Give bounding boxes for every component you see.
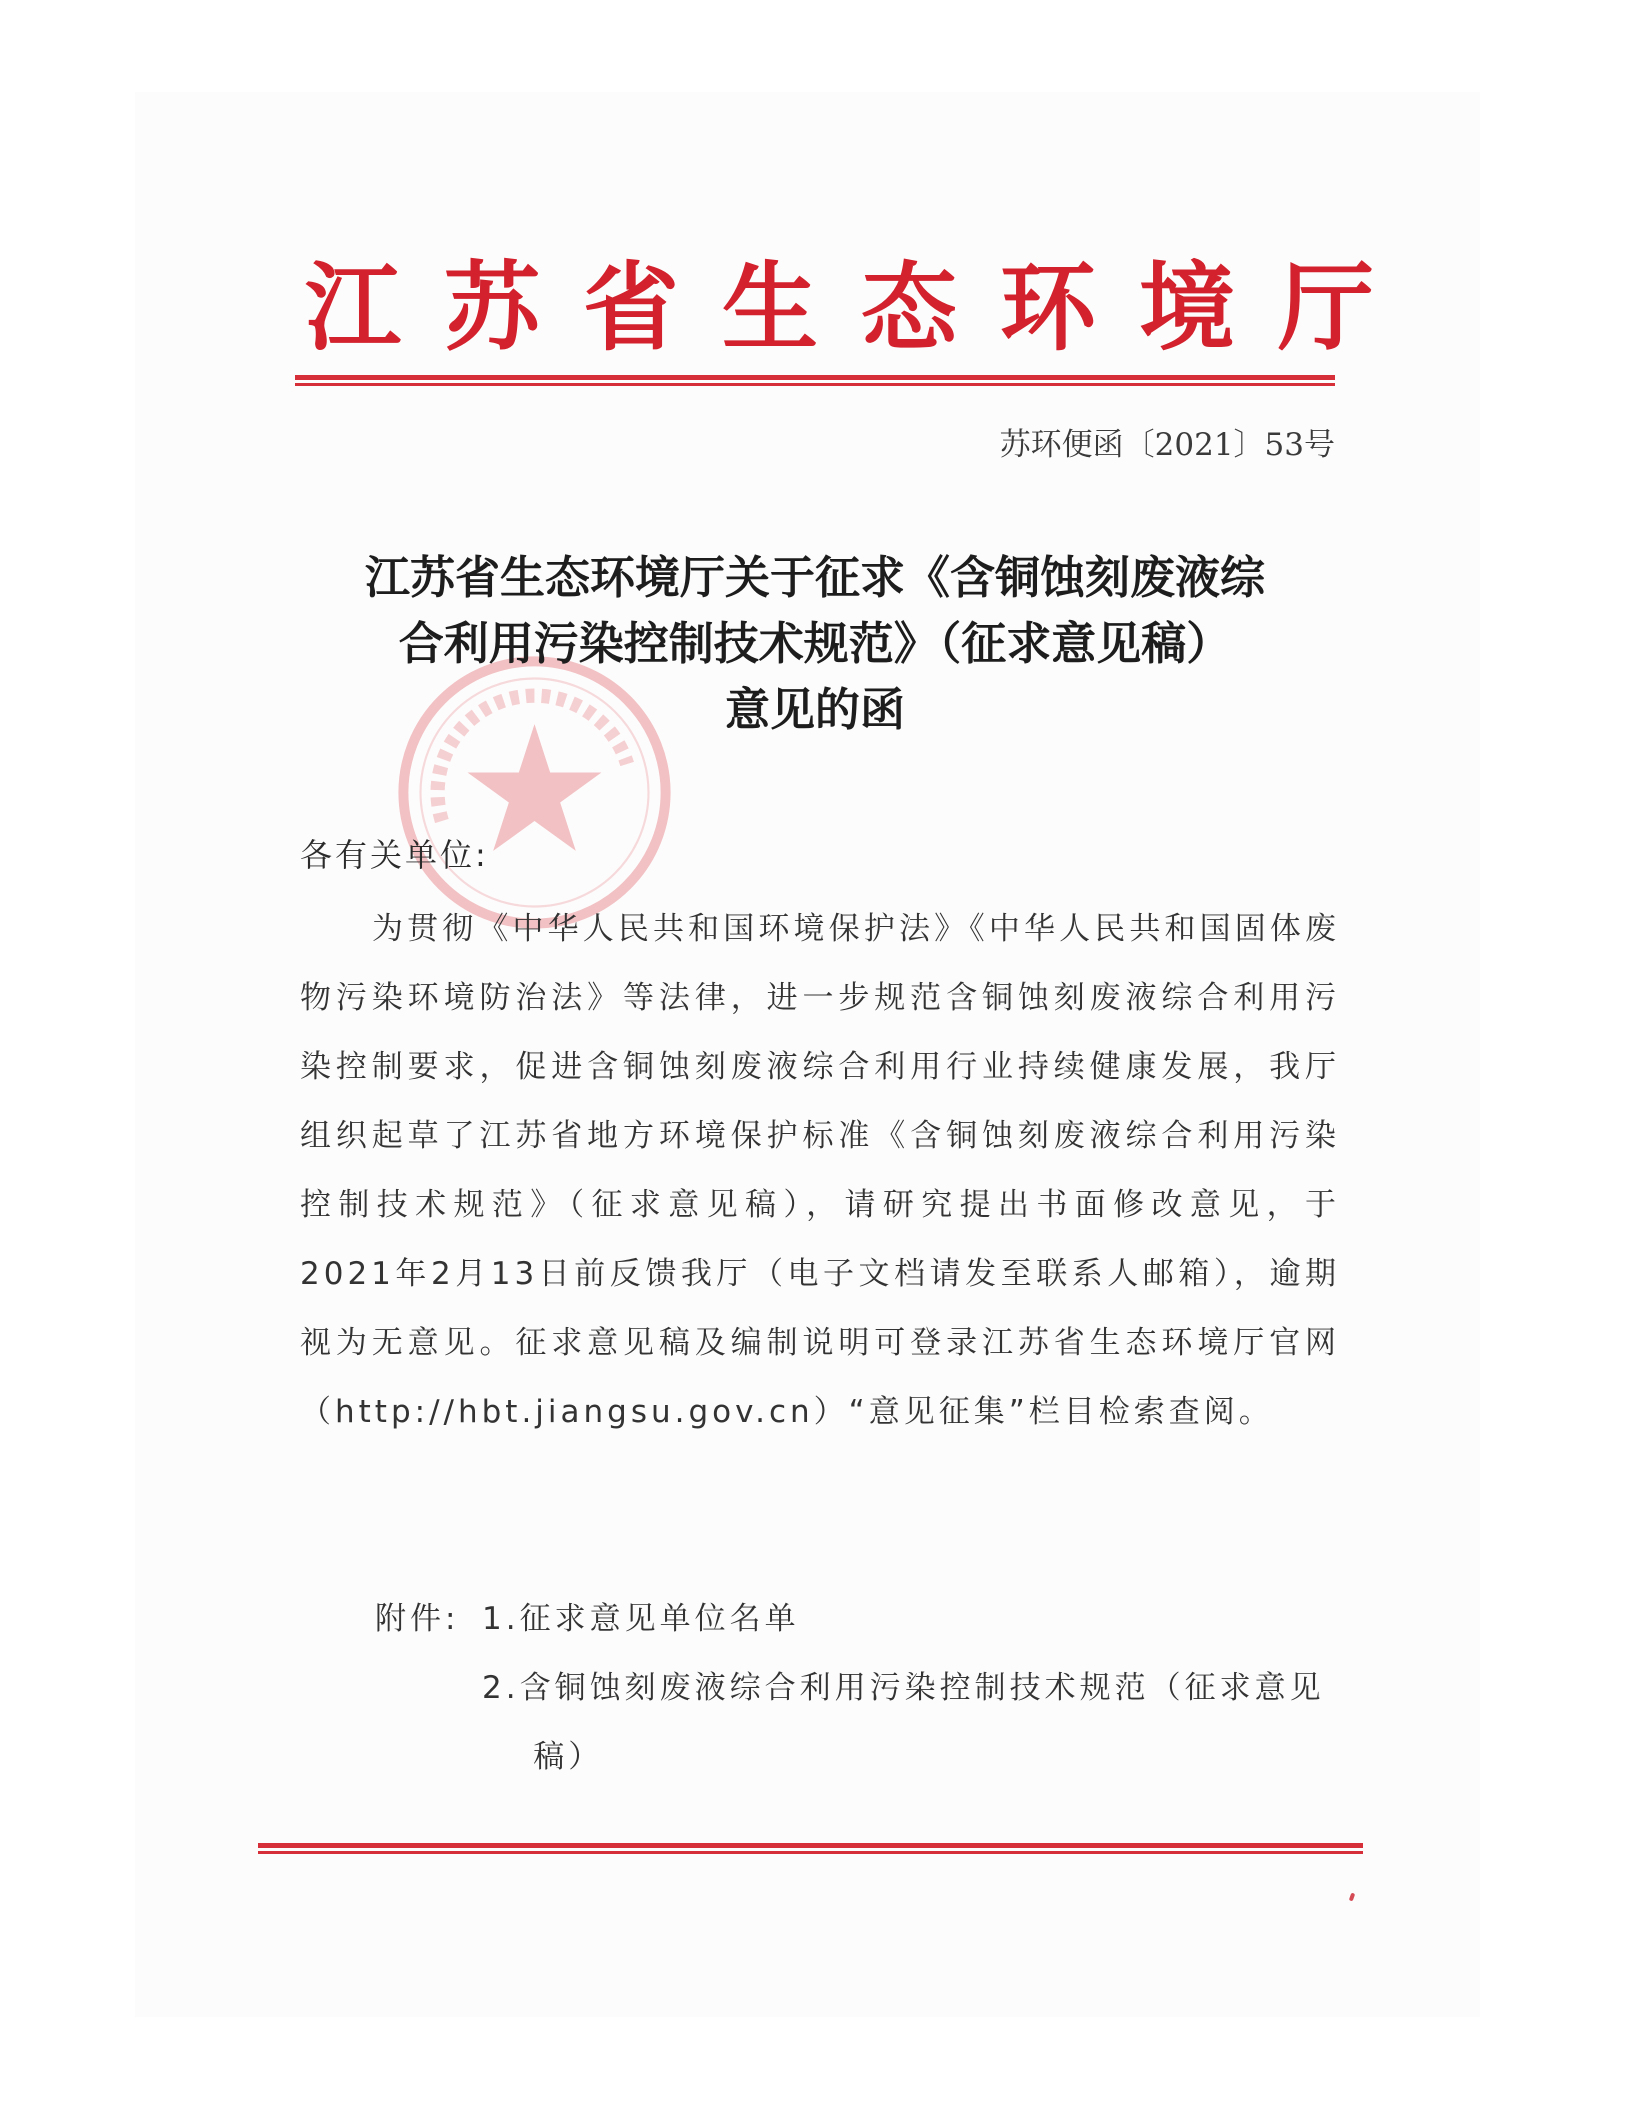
attachment-item: 2.含铜蚀刻废液综合利用污染控制技术规范（征求意见稿）: [482, 1670, 1325, 1775]
header-red-rule-secondary: [295, 383, 1335, 386]
salutation: 各有关单位:: [300, 836, 489, 874]
attachments-list: [375, 1585, 1340, 1792]
issuer-header: 江苏省生态环境厅: [305, 251, 1417, 364]
title-line: 合利用污染控制技术规范》（征求意见稿）: [398, 617, 1232, 670]
header-red-rule: [295, 375, 1335, 380]
attachment-row: [375, 1585, 1340, 1654]
attachment-item: 1.征求意见单位名单: [482, 1601, 800, 1637]
attachment-row: [375, 1654, 1340, 1792]
document-title: [290, 545, 1340, 743]
letter-body: 为贯彻《中华人民共和国环境保护法》《中华人民共和国固体废物污染环境防治法》等法律，进一步规范含铜蚀刻废液综合利用污染控制要求，促进含铜蚀刻废液综合利用行业持续健康发展，我厅组织起草了江苏省地方环境保护标准《含铜蚀刻废液综合利用污染控制技术规范》（征求意见稿），请研究提出书面修改意见，于2021年2月13日前反馈我厅（电子文档请发至联系人邮箱），逾期视为无意见。征求意见稿及编制说明可登录江苏省生态环境厅官网（http://hbt.jiangsu.gov.cn）“意见征集”栏目检索查阅。: [300, 911, 1340, 1430]
document-number: 苏环便函〔2021〕53号: [999, 427, 1335, 463]
footer-red-rule: [258, 1843, 1363, 1848]
attachments-label: 附件:: [375, 1601, 460, 1637]
footer-red-rule-secondary: [258, 1851, 1363, 1854]
title-line: 意见的函: [724, 683, 905, 736]
title-line: 江苏省生态环境厅关于征求《含铜蚀刻废液综: [364, 551, 1265, 604]
